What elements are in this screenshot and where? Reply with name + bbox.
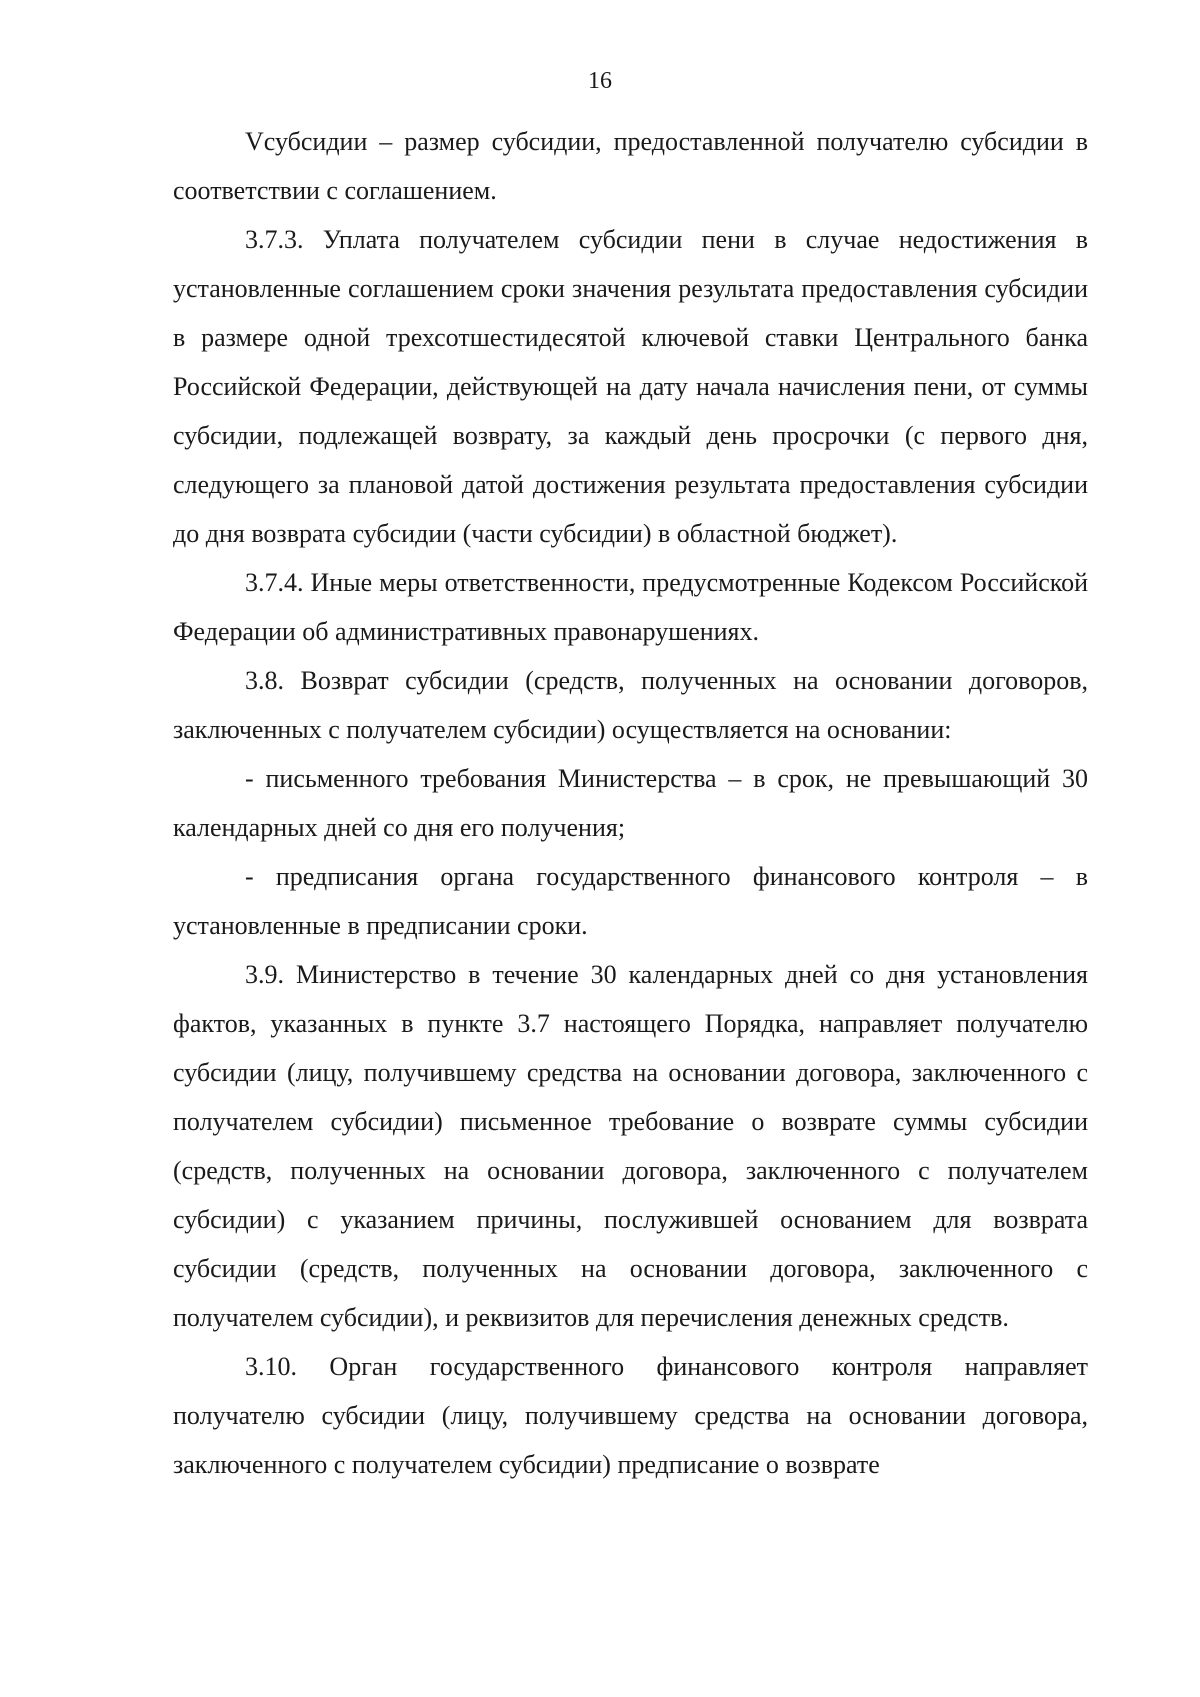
paragraph-v-subsidy-definition: Vсубсидии – размер субсидии, предоставленной получателю субсидии в соответствии с соглашением. (173, 127, 1088, 205)
list-item-control-prescription: - предписания органа государственного финансового контроля – в установленные в предписании сроки. (173, 862, 1088, 940)
paragraph-3-10: 3.10. Орган государственного финансового контроля направляет получателю субсидии (лицу, получившему средства на основании договора, заключенного с получателем субсидии) предписание о возврате (173, 1352, 1088, 1479)
list-item-ministry-requirement: - письменного требования Министерства – в срок, не превышающий 30 календарных дней со дня его получения; (173, 764, 1088, 842)
paragraph-3-7-4: 3.7.4. Иные меры ответственности, предусмотренные Кодексом Российской Федерации об административных правонарушениях. (173, 568, 1088, 646)
paragraph-3-8: 3.8. Возврат субсидии (средств, полученных на основании договоров, заключенных с получателем субсидии) осуществляется на основании: (173, 666, 1088, 744)
document-body (173, 117, 1088, 1489)
paragraph-3-9: 3.9. Министерство в течение 30 календарных дней со дня установления фактов, указанных в пункте 3.7 настоящего Порядка, направляет получателю субсидии (лицу, получившему средства на основании договора, заключенного с получателем субсидии) письменное требование о возврате суммы субсидии (средств, полученных на основании договора, заключенного с получателем субсидии) с указанием причины, послужившей основанием для возврата субсидии (средств, полученных на основании договора, заключенного с получателем субсидии), и реквизитов для перечисления денежных средств. (173, 960, 1088, 1332)
page-number: 16 (588, 68, 612, 94)
paragraph-3-7-3: 3.7.3. Уплата получателем субсидии пени в случае недостижения в установленные соглашением сроки значения результата предоставления субсидии в размере одной трехсотшестидесятой ключевой ставки Центрального банка Российской Федерации, действующей на дату начала начисления пени, от суммы субсидии, подлежащей возврату, за каждый день просрочки (с первого дня, следующего за плановой датой достижения результата предоставления субсидии до дня возврата субсидии (части субсидии) в областной бюджет). (173, 225, 1088, 548)
